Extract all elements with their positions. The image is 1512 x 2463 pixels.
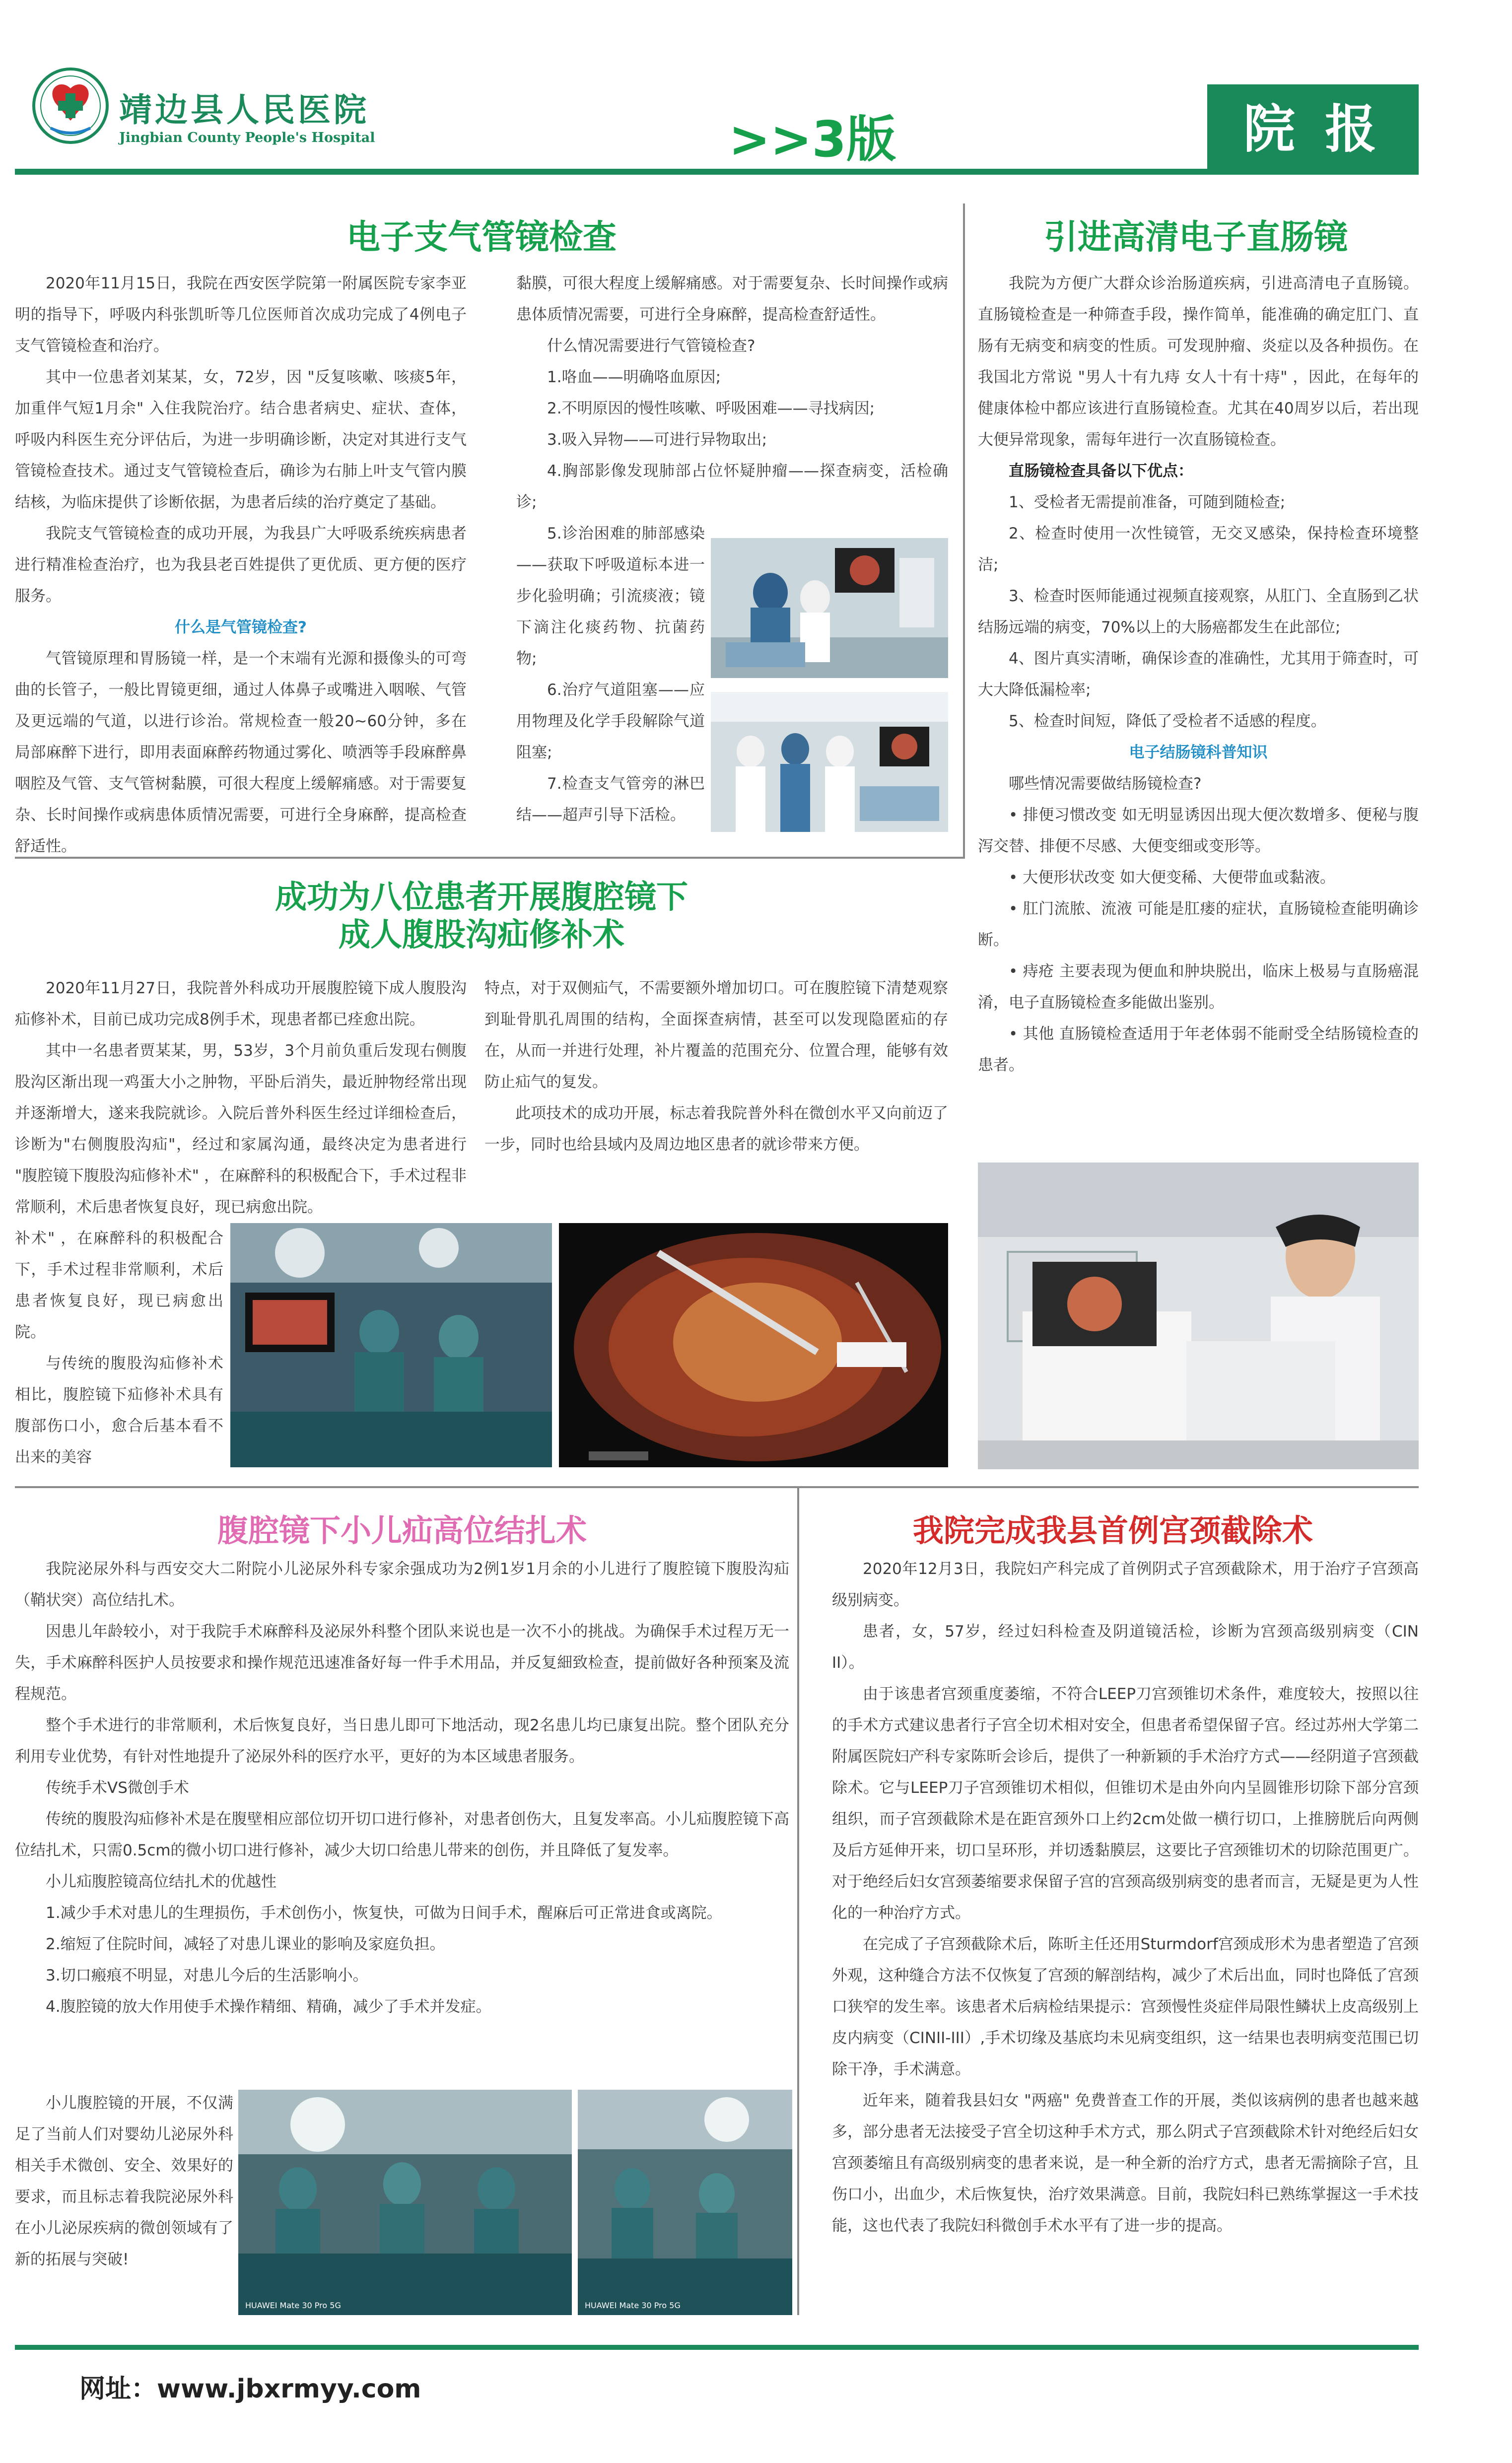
article-body-col2 [484,973,948,1161]
article-body-narrow [15,1223,223,1473]
photo-watermark: HUAWEI Mate 30 Pro 5G [245,2301,341,2310]
list-item: 2.缩短了住院时间，减轻了对患儿课业的影响及家庭负担。 [46,1935,445,1953]
bullet-item: • 排便习惯改变 如无明显诱因出现大便次数增多、便秘与腹泻交替、排便不尽感、大便变细或变形等。 [978,806,1419,855]
paragraph: 因患儿年龄较小，对于我院手术麻醉科及泌尿外科整个团队来说也是一次不小的挑战。为确保手术过程万无一失，手术麻醉科医护人员按要求和操作规范迅速准备好每一件手术用品，并反复細致检查，提前做好各种预案及流程规范。 [15,1623,789,1703]
footer-url[interactable] [79,2368,421,2405]
list-item: 1、受检者无需提前准备，可随到随检查; [1009,493,1286,511]
paragraph: 小儿腹腔镜的开展，不仅满足了当前人们对婴幼儿泌尿外科相关手术微创、安全、效果好的要求，而且标志着我院泌尿外科在小儿泌尿疾病的微创领域有了新的拓展与突破! [15,2094,233,2268]
photo-watermark: HUAWEI Mate 30 Pro 5G [585,2301,681,2310]
header-rule [15,169,1419,175]
paragraph-continued: 特点，对于双侧疝气，不需要额外增加切口。可在腹腔镜下清楚观察到耻骨肌孔周围的结构，全面探查病情，甚至可以发现隐匿疝的存在，从而一并进行处理，补片覆盖的范围充分、位置合理，能够有效防止疝气的复发。 [484,979,948,1091]
hospital-logo [31,64,110,148]
paragraph: 我院泌尿外科与西安交大二附院小儿泌尿外科专家余强成功为2例1岁1月余的小儿进行了腹腔镜下腹股沟疝（鞘状突）高位结扎术。 [15,1560,789,1609]
list-item: 1.咯血——明确咯血原因; [547,368,721,386]
list-item: 2.不明原因的慢性咳嗽、呼吸困难——寻找病因; [547,400,875,417]
article-title [15,879,948,954]
section-label: 院 报 [1243,99,1383,159]
article-title: 电子支气管镜检查 [346,218,617,257]
article-body-col2 [516,268,948,518]
bronchoscopy-photo-2 [711,692,948,832]
list-item: 1.减少手术对患儿的生理损伤，手术创伤小，恢复快，可做为日间手术，醒麻后可正常进食或离院。 [46,1904,722,1922]
paragraph: 整个手术进行的非常顺利，术后恢复良好，当日患儿即可下地活动，现2名患儿均已康复出院。整个团队充分利用专业优势，有针对性地提升了泌尿外科的医疗水平，更好的为本区域患者服务。 [15,1716,789,1766]
list-item: 2、检查时使用一次性镜管，无交叉感染，保持检查环境整洁; [978,525,1419,574]
footer-url-label: 网址： [79,2374,157,2404]
subheading: 什么情况需要进行气管镜检查? [547,337,756,355]
article-title: 引进高清电子直肠镜 [1043,218,1348,257]
rectoscope-photo [978,1163,1419,1469]
title-line: 成功为八位患者开展腹腔镜下 [275,879,688,916]
section-divider [15,857,964,859]
paragraph: 与传统的腹股沟疝修补术相比，腹腔镜下疝修补术具有腹部伤口小，愈合后基本看不出来的美容 [15,1355,223,1466]
footer-rule [15,2345,1419,2350]
article-title: 我院完成我县首例宫颈截除术 [912,1512,1313,1549]
article-body-narrow [15,2088,233,2275]
paragraph: 近年来，随着我县妇女 "两癌" 免费普查工作的开展，类似该病例的患者也越来越多，部分患者无法接受子宫全切这种手术方式，那么阴式子宫颈截除术针对绝经后妇女宫颈萎缩且有高级别病变的患者来说，是一种全新的治疗方式，患者无需摘除子宫，且伤口小，出血少，术后恢复快，治疗效果满意。目前，我院妇科已熟练掌握这一手术技能，这也代表了我院妇科微创手术水平有了进一步的提高。 [832,2092,1419,2235]
bullet-item: • 大便形状改变 如大便变稀、大便带血或黏液。 [1009,869,1335,887]
article-title: 腹腔镜下小儿疝高位结扎术 [217,1512,587,1549]
paragraph: 2020年12月3日，我院妇产科完成了首例阴式子宫颈截除术，用于治疗子宫颈高级别病变。 [832,1560,1419,1609]
list-item: 3.切口瘢痕不明显，对患儿今后的生活影响小。 [46,1967,368,1984]
paragraph: 2020年11月15日，我院在西安医学院第一附属医院专家李亚明的指导下，呼吸内科张凯昕等几位医师首次成功完成了4例电子支气管镜检查和治疗。 [15,274,467,355]
paragraph: 此项技术的成功开展，标志着我院普外科在微创水平又向前迈了一步，同时也给县域内及周边地区患者的就诊带来方便。 [484,1104,948,1154]
list-item: 3、检查时医师能通过视频直接观察，从肛门、全直肠到乙状结肠远端的病变，70%以上的大肠癌都发生在此部位; [978,587,1419,636]
article-body [978,268,1419,1081]
surgery-photo [230,1223,552,1467]
bullet-item: • 其他 直肠镜检查适用于年老体弱不能耐受全结肠镜检查的患者。 [978,1025,1419,1074]
hospital-name-cn: 靖边县人民医院 [119,90,369,129]
list-item: 6.治疗气道阻塞——应用物理及化学手段解除气道阻塞; [516,681,705,761]
bullet-item: • 肛门流脓、流液 可能是肛瘘的症状，直肠镜检查能明确诊断。 [978,900,1419,949]
paragraph: 由于该患者宫颈重度萎缩，不符合LEEP刀宫颈锥切术条件，难度较大，按照以往的手术方式建议患者行子宫全切术相对安全，但患者希望保留子宫。经过苏州大学第二附属医院妇产科专家陈昕会诊后，提供了一种新颖的手术治疗方式——经阴道子宫颈截除术。它与LEEP刀子宫颈锥切术相似，但锥切术是由外向内呈圆锥形切除下部分宫颈组织，而子宫颈截除术是在距宫颈外口上约2cm处做一横行切口，上推膀胱后向两侧及后方延伸开来，切口呈环形，并切透黏膜层，这要比子宫颈锥切术的切除范围更广。对于绝经后妇女宫颈萎缩要求保留子宫的宫颈高级别病变的患者而言，无疑是更为人性化的一种治疗方式。 [832,1685,1419,1922]
article-body-col2b [516,518,705,831]
subheading: 小儿疝腹腔镜高位结扎术的优越性 [46,1873,276,1891]
paragraph: 在完成了子宫颈截除术后，陈昕主任还用Sturmdorf宫颈成形术为患者塑造了宫颈外观，这种缝合方法不仅恢复了宫颈的解剖结构，减少了术后出血，同时也降低了宫颈口狭窄的发生率。该患者术后病检结果提示：宫颈慢性炎症伴局限性鳞状上皮高级别上皮内病变（CINII-III）,手术切缘及基底均未见病变组织，这一结果也表明病变范围已切除干净，手术满意。 [832,1935,1419,2078]
footer-url-link[interactable]: www.jbxrmyy.com [157,2374,421,2404]
subheading: 电子结肠镜科普知识 [1129,744,1268,761]
pediatric-surgery-photo-1 [238,2090,572,2315]
article-body [15,268,467,855]
article-body [832,1554,1419,2242]
question: 哪些情况需要做结肠镜检查? [1009,775,1202,793]
pediatric-surgery-photo-2 [578,2090,792,2315]
paragraph: 2020年11月27日，我院普外科成功开展腹腔镜下成人腹股沟疝修补术，目前已成功完成8例手术，现患者都已痊愈出院。 [15,979,467,1028]
article-body [15,1554,789,2023]
list-item: 5、检查时间短，降低了受检者不适感的程度。 [1009,712,1326,730]
paragraph: 气管镜原理和胃肠镜一样，是一个末端有光源和摄像头的可弯曲的长管子，一般比胃镜更细，通过人体鼻子或嘴进入咽喉、气管及更远端的气道，以进行诊治。常规检查一般20~60分钟，多在局部麻醉下进行，即用表面麻醉药物通过雾化、喷洒等手段麻醉鼻咽腔及气管、支气管树黏膜，可很大程度上缓解痛感。对于需要复杂、长时间操作或病患体质情况需要，可进行全身麻醉，提高检查舒适性。 [15,650,467,855]
paragraph: 我院为方便广大群众诊治肠道疾病，引进高清电子直肠镜。直肠镜检查是一种筛查手段，操作简单，能准确的确定肛门、直肠有无病变和病变的性质。可发现肿瘤、炎症以及各种损伤。在我国北方常说 "男人十有九痔 女人十有十痔" ，因此，在每年的健康体检中都应该进行直肠镜检查。尤其在40周岁以后，若出现大便异常现象，需每年进行一次直肠镜检查。 [978,274,1419,449]
hospital-name-en: Jingbian County People's Hospital [119,130,375,145]
column-divider [963,204,965,859]
bullet-item: • 痔疮 主要表现为便血和肿块脱出，临床上极易与直肠癌混淆，电子直肠镜检查多能做出鉴别。 [978,962,1419,1012]
bronchoscopy-photo-1 [711,538,948,678]
subheading: 什么是气管镜检查? [175,618,307,636]
list-item: 5.诊治困难的肺部感染——获取下呼吸道标本进一步化验明确；引流痰液；镜下滴注化痰药物、抗菌药物; [516,525,705,668]
list-item: 7.检查支气管旁的淋巴结——超声引导下活检。 [516,775,705,824]
paragraph-continued: 黏膜，可很大程度上缓解痛感。对于需要复杂、长时间操作或病患体质情况需要，可进行全身麻醉，提高检查舒适性。 [516,274,948,324]
list-item: 4.胸部影像发现肺部占位怀疑肿瘤——探查病变，活检确诊; [516,462,948,511]
paragraph: 我院支气管镜检查的成功开展，为我县广大呼吸系统疾病患者进行精准检查治疗，也为我县老百姓提供了更优质、更方便的医疗服务。 [15,525,467,605]
paragraph: 传统的腹股沟疝修补术是在腹壁相应部位切开切口进行修补，对患者创伤大，且复发率高。小儿疝腹腔镜下高位结扎术，只需0.5cm的微小切口进行修补，减少大切口给患儿带来的创伤，并且降低了复发率。 [15,1810,789,1859]
issue-label: >>3版 [729,110,896,168]
paragraph: 患者，女，57岁，经过妇科检查及阴道镜活检，诊断为宫颈高级别病变（CIN II）。 [832,1623,1419,1672]
list-item: 4.腹腔镜的放大作用使手术操作精细、精确，减少了手术并发症。 [46,1998,491,2016]
section-divider [15,1486,1419,1488]
paragraph: 其中一位患者刘某某，女，72岁，因 "反复咳嗽、咳痰5年，加重伴气短1月余" 入住我院治疗。结合患者病史、症状、查体，呼吸内科医生充分评估后，为进一步明确诊断，决定对其进行支气管镜检查技术。通过支气管镜检查后，确诊为右肺上叶支气管内膜结核，为临床提供了诊断依据，为患者后续的治疗奠定了基础。 [15,368,467,511]
section-box [1207,84,1419,175]
paragraph: 其中一名患者贾某某，男，53岁，3个月前负重后发现右侧腹股沟区渐出现一鸡蛋大小之肿物，平卧后消失，最近肿物经常出现并逐渐增大，遂来我院就诊。入院后普外科医生经过详细检查后，诊断为"右侧腹股沟疝"，经过和家属沟通，最终决定为患者进行 "腹腔镜下腹股沟疝修补术" ，在麻醉科的积极配合下，手术过程非常顺利，术后患者恢复良好，现已病愈出院。 [15,1042,467,1216]
list-item: 4、图片真实清晰，确保诊查的准确性，尤其用于筛查时，可大大降低漏检率; [978,650,1419,699]
column-divider [797,1486,799,2315]
article-body [15,973,467,1216]
title-line: 成人腹股沟疝修补术 [339,917,624,954]
laparoscopy-screen-photo [559,1223,948,1467]
paragraph-continued: 补术" ，在麻醉科的积极配合下，手术过程非常顺利，术后患者恢复良好，现已病愈出院。 [15,1230,223,1341]
list-item: 3.吸入异物——可进行异物取出; [547,431,767,449]
subheading: 直肠镜检查具备以下优点： [1009,462,1193,480]
subheading: 传统手术VS微创手术 [46,1779,189,1797]
